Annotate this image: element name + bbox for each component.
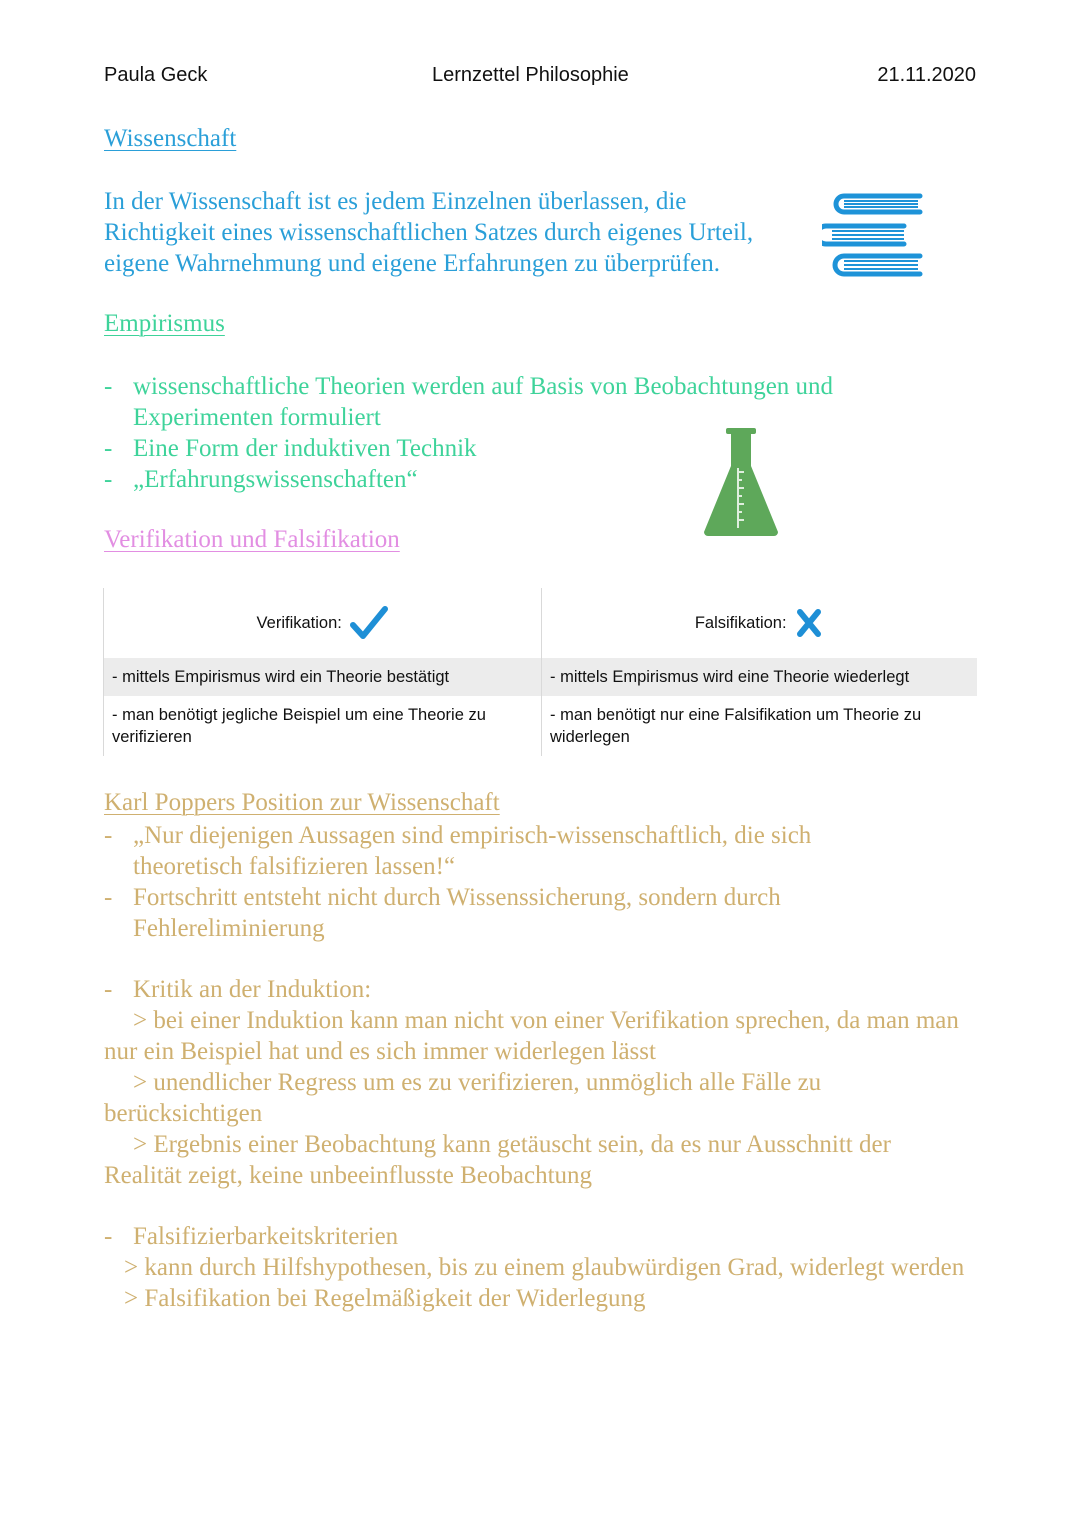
kriterien-point: > kann durch Hilfshypothesen, bis zu einem glaubwürdigen Grad, widerlegt werden [124,1254,965,1281]
flask-icon [702,428,780,538]
header-cell-falsifikation [542,588,977,658]
table-header-row [104,588,977,658]
kritik-title: Kritik an der Induktion: [133,976,372,1003]
heading-empirismus: Empirismus [104,310,225,337]
list-item: - „Nur diejenigen Aussagen sind empirisch-wissenschaftlich, die sich theoretisch falsifizieren lassen!“ [104,820,864,882]
column-label: Verifikation: [256,614,342,632]
wissenschaft-line: Richtigkeit eines wissenschaftlichen Satzes durch eigenes Urteil, [104,219,754,246]
list-item: - Eine Form der induktiven Technik [104,433,904,464]
document-title: Lernzettel Philosophie [432,64,629,86]
table-row [104,658,977,696]
document-date: 21.11.2020 [877,64,976,86]
heading-verifikation: Verifikation und Falsifikation [104,526,400,553]
books-icon [822,190,924,282]
kritik-block [104,974,966,1191]
wissenschaft-paragraph [104,186,824,279]
header-cell-verifikation [104,588,542,658]
table-cell: - mittels Empirismus wird eine Theorie wiederlegt [542,658,977,696]
list-item: - wissenschaftliche Theorien werden auf Basis von Beobachtungen und Experimenten formuliert [104,371,904,433]
kritik-point: > unendlicher Regress um es zu verifizieren, unmöglich alle Fälle zu berücksichtigen [104,1069,822,1127]
table-cell: - man benötigt nur eine Falsifikation um Theorie zu widerlegen [550,706,922,746]
table-row [104,696,977,756]
table-cell: - mittels Empirismus wird ein Theorie bestätigt [104,658,542,696]
heading-wissenschaft: Wissenschaft [104,125,237,152]
cross-icon [795,608,823,638]
kritik-title-row: - Kritik an der Induktion: [104,976,372,1003]
table-cell: - man benötigt jegliche Beispiel um eine Theorie zu verifizieren [104,696,542,756]
wissenschaft-line: eigene Wahrnehmung und eigene Erfahrungen zu überprüfen. [104,250,721,277]
kriterien-point: > Falsifikation bei Regelmäßigkeit der Widerlegung [124,1285,646,1312]
comparison-table [103,588,977,756]
empirismus-list [104,371,904,495]
list-item: - „Erfahrungswissenschaften“ [104,464,904,495]
author-name: Paula Geck [104,64,208,86]
kritik-point: > Ergebnis einer Beobachtung kann getäuscht sein, da es nur Ausschnitt der Realität zeigt, keine unbeeinflusste Beobachtung [104,1131,891,1189]
heading-popper: Karl Poppers Position zur Wissenschaft [104,789,500,816]
kriterien-title-row: - Falsifizierbarkeitskriterien [104,1223,399,1250]
kriterien-title: Falsifizierbarkeitskriterien [133,1223,399,1250]
column-label: Falsifikation: [694,614,787,632]
wissenschaft-line: In der Wissenschaft ist es jedem Einzelnen überlassen, die [104,188,687,215]
list-item: - Fortschritt entsteht nicht durch Wissenssicherung, sondern durch Fehlereliminierung [104,882,864,944]
popper-list [104,820,864,944]
kriterien-block [104,1221,966,1314]
kritik-point: > bei einer Induktion kann man nicht von einer Verifikation sprechen, da man man nur ein Beispiel hat und es sich immer widerlegen lässt [104,1007,959,1065]
checkmark-icon [350,605,388,641]
